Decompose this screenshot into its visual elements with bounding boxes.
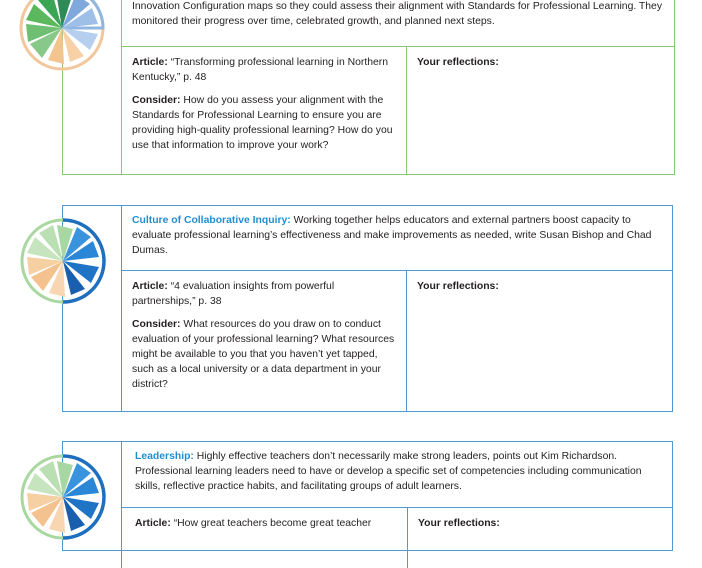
card-2-intro-cell [121, 206, 672, 271]
card-1-reflections-cell [406, 47, 674, 175]
card-3-intro: Leadership: Highly effective teachers don’t necessarily make strong leaders, points out Kim Richardson. Professional learning leaders need to have or develop a specific set of competencies including communication skills, reflective practice habits, and facilitating groups of adult learners. [135, 451, 642, 492]
card-1-article-cell [121, 47, 407, 175]
card-2-consider: Consider: What resources do you draw on to conduct evaluation of your professional learning? What resources might be available to you that you haven’t yet tapped, such as a local university or a data department in your district? [132, 319, 395, 390]
standards-pinwheel-icon [19, 0, 105, 76]
card-3 [62, 441, 673, 551]
card-1-intro: Innovation Configuration maps so they could assess their alignment with Standards for Professional Learning. They monitored their progress over time, celebrated growth, and planned next steps. [132, 1, 663, 27]
card-2-reflections-label: Your reflections: [417, 281, 499, 292]
card-1-reflections-label: Your reflections: [417, 57, 499, 68]
card-1-consider: Consider: How do you assess your alignment with the Standards for Professional Learning to ensure you are providing high-quality professional learning? How do you use that information to improve your work? [132, 95, 393, 151]
card-3-topic: Leadership: [135, 451, 194, 462]
standards-pinwheel-icon [19, 216, 107, 306]
standards-pinwheel-icon [19, 452, 107, 542]
card-2 [62, 205, 673, 412]
card-2-topic: Culture of Collaborative Inquiry: [132, 215, 291, 226]
card-1 [62, 0, 675, 175]
card-3-reflections-cell [407, 508, 672, 568]
card-2-reflections-cell [406, 271, 672, 412]
card-2-intro: Culture of Collaborative Inquiry: Working together helps educators and external partners boost capacity to evaluate professional learning’s effectiveness and make improvements as needed, write Susan Bishop and Chad Dumas. [132, 215, 652, 256]
card-3-article: Article: “How great teachers become great teacher [135, 518, 372, 529]
card-1-intro-cell [121, 0, 674, 47]
card-3-intro-cell [121, 442, 672, 508]
card-2-article: Article: “4 evaluation insights from powerful partnerships,” p. 38 [132, 281, 335, 307]
card-3-reflections-label: Your reflections: [418, 518, 500, 529]
card-2-article-cell [121, 271, 406, 412]
card-3-article-cell [121, 508, 407, 568]
card-1-article: Article: “Transforming professional learning in Northern Kentucky,” p. 48 [132, 57, 389, 83]
